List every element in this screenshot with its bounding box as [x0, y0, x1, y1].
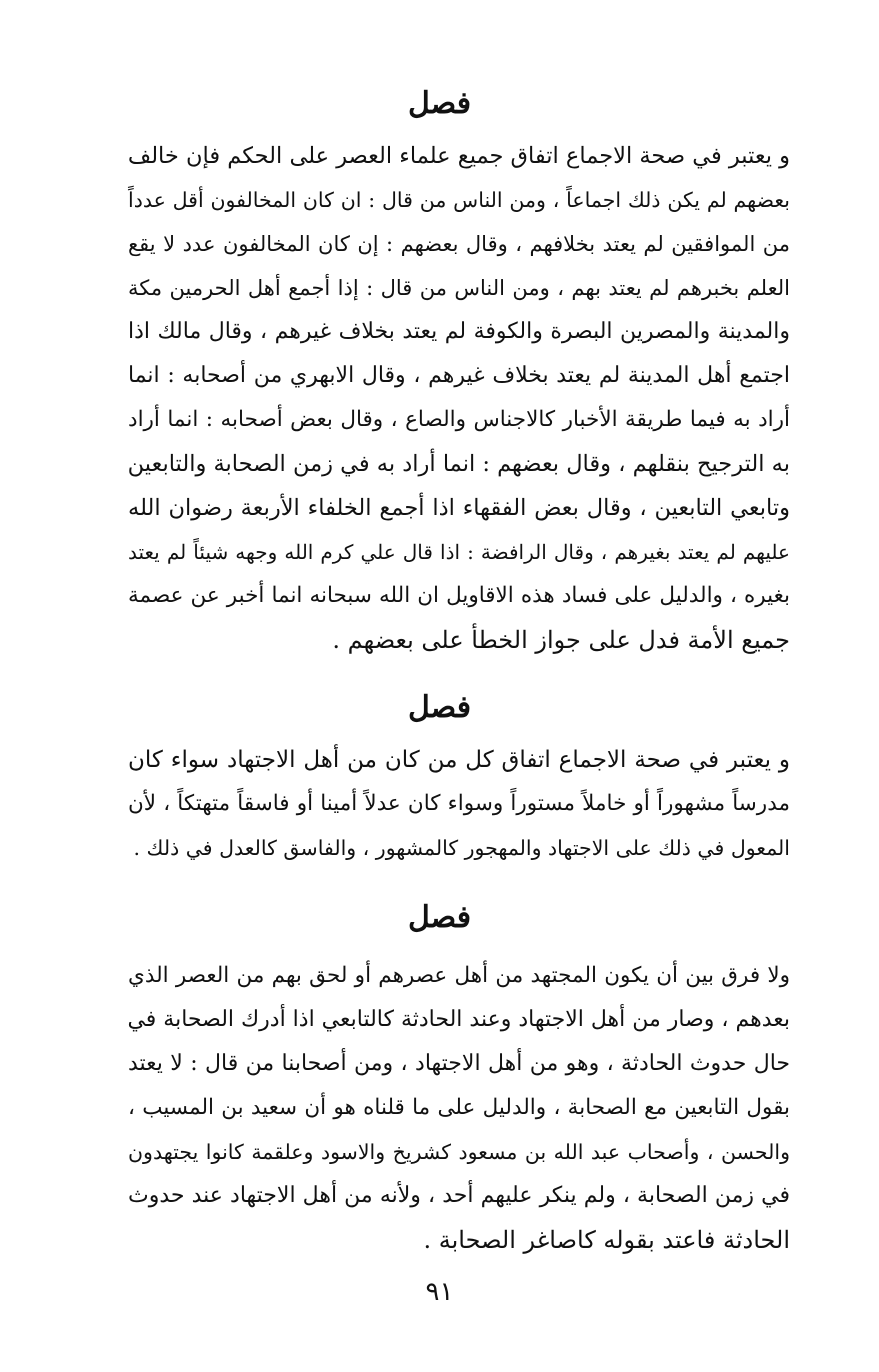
text-line: جميع الأمة فدل على جواز الخطأ على بعضهم .	[332, 626, 790, 654]
section-heading: فصل	[407, 86, 472, 121]
text-line: الحادثة فاعتد بقوله كاصاغر الصحابة .	[423, 1226, 790, 1254]
text-line: مدرساً مشهوراً أو خاملاً مستوراً وسواء كان عدلاً أمينا أو فاسقاً متهتكاً ، لأن	[128, 791, 790, 816]
text-line: و يعتبر في صحة الاجماع اتفاق كل من كان من أهل الاجتهاد سواء كان	[128, 747, 790, 773]
text-line: بعضهم لم يكن ذلك اجماعاً ، ومن الناس من قال : ان كان المخالفون أقل عدداً	[128, 188, 790, 212]
text-line: ولا فرق بين أن يكون المجتهد من أهل عصرهم أو لحق بهم من العصر الذي	[128, 963, 790, 988]
text-line: بعدهم ، وصار من أهل الاجتهاد وعند الحادثة كالتابعي اذا أدرك الصحابة في	[127, 1007, 790, 1032]
text-line: حال حدوث الحادثة ، وهو من أهل الاجتهاد ، ومن أصحابنا من قال : لا يعتد	[128, 1051, 790, 1076]
text-line: أراد به فيما طريقة الأخبار كالاجناس والصاع ، وقال بعض أصحابه : انما أراد	[128, 407, 790, 432]
section-heading: فصل	[407, 690, 472, 725]
text-line: والحسن ، وأصحاب عبد الله بن مسعود كشريخ والاسود وعلقمة كانوا يجتهدون	[128, 1140, 790, 1164]
text-line: في زمن الصحابة ، ولم ينكر عليهم أحد ، ولأنه من أهل الاجتهاد عند حدوث	[128, 1183, 790, 1208]
section-heading: فصل	[407, 900, 472, 935]
text-line: والمدينة والمصرين البصرة والكوفة لم يعتد بخلاف غيرهم ، وقال مالك اذا	[128, 319, 790, 344]
text-line: بقول التابعين مع الصحابة ، والدليل على ما قلناه هو أن سعيد بن المسيب ،	[128, 1095, 790, 1120]
text-line: المعول في ذلك على الاجتهاد والمهجور كالمشهور ، والفاسق كالعدل في ذلك .	[133, 836, 790, 860]
text-line: العلم بخبرهم لم يعتد بهم ، ومن الناس من قال : إذا أجمع أهل الحرمين مكة	[128, 276, 790, 300]
text-line: بغيره ، والدليل على فساد هذه الاقاويل ان الله سبحانه انما أخبر عن عصمة	[128, 583, 790, 608]
text-line: وتابعي التابعين ، وقال بعض الفقهاء اذا أجمع الخلفاء الأربعة رضوان الله	[128, 495, 790, 521]
text-line: من الموافقين لم يعتد بخلافهم ، وقال بعضهم : إن كان المخالفون عدد لا يقع	[128, 232, 790, 256]
text-line: عليهم لم يعتد بغيرهم ، وقال الرافضة : اذا قال علي كرم الله وجهه شيئاً لم يعتد	[128, 540, 790, 564]
text-line: اجتمع أهل المدينة لم يعتد بخلاف غيرهم ، وقال الابهري من أصحابه : انما	[128, 363, 790, 388]
text-line: و يعتبر في صحة الاجماع اتفاق جميع علماء العصر على الحكم فإن خالف	[127, 143, 790, 169]
page-number: ٩١	[425, 1277, 454, 1307]
text-line: به الترجيح بنقلهم ، وقال بعضهم : انما أراد به في زمن الصحابة والتابعين	[127, 451, 790, 477]
